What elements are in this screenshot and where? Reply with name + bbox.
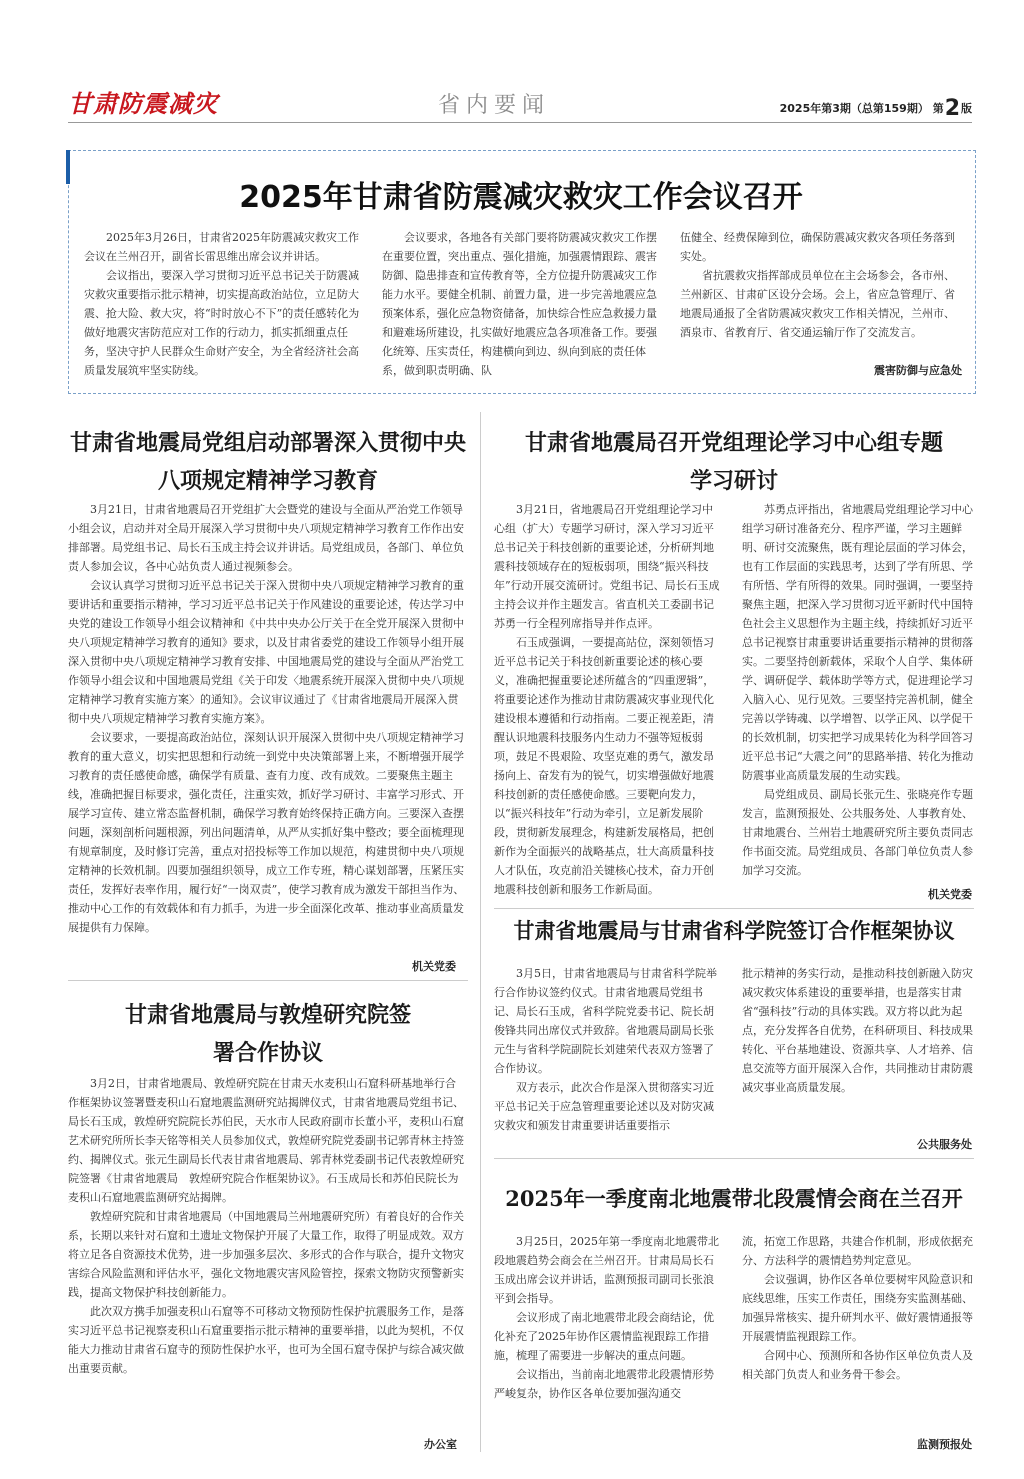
article-divider <box>494 908 974 909</box>
article-paragraph: 会议认真学习贯彻习近平总书记关于深入贯彻中央八项规定精神学习教育的重要讲话和重要指示精神，学习习近平总书记关于作风建设的重要论述，传达学习中央党的建设工作领导小组会议精神和《中共中央办公厅关于在全党开展深入贯彻中央八项规定精神学习教育的通知》要求，以及甘肃省委党的建设工作领导小组开展深入贯彻中央八项规定精神学习教育安排、中国地震局党的建设与全面从严治党工作领导小组会议和中国地震局党组《关于印发〈地震系统开展深入贯彻中央八项规定精神学习教育实施方案〉的通知》。会议审议通过了《甘肃省地震局开展深入贯彻中央八项规定精神学习教育实施方案》。 <box>68 579 464 725</box>
section-title: 省内要闻 <box>438 93 551 118</box>
article-5-column-a <box>494 1232 722 1403</box>
article-5-author: 监测预报处 <box>917 1438 972 1451</box>
lead-author: 震害防御与应急处 <box>874 364 962 377</box>
article-paragraph: 局党组成员、副局长张元生、张晓亮作专题发言，监测预报处、公共服务处、人事教育处、甘肃地震台、兰州岩土地震研究所主要负责同志作书面交流。局党组成员、各部门单位负责人参加学习交流。 <box>742 788 973 877</box>
article-3-title: 甘肃省地震局召开党组理论学习中心组专题学习研讨 <box>524 430 943 494</box>
page-suffix: 版 <box>961 102 972 115</box>
article-1-title: 甘肃省地震局党组启动部署深入贯彻中央八项规定精神学习教育 <box>69 430 466 494</box>
article-paragraph: 合网中心、预测所和各协作区单位负责人及相关部门负责人和业务骨干参会。 <box>742 1349 973 1381</box>
lead-column-2 <box>382 228 662 380</box>
article-4-column-a <box>494 964 722 1135</box>
article-divider <box>68 980 468 981</box>
lead-headline: 2025年甘肃省防震减灾救灾工作会议召开 <box>239 180 803 215</box>
article-paragraph: 3月21日，甘肃省地震局召开党组扩大会暨党的建设与全面从严治党工作领导小组会议，启动并对全局开展深入学习贯彻中央八项规定精神学习教育工作作出安排部署。局党组书记、局长石玉成主持会议并讲话。局党组成员，各部门、单位负责人参加会议，各中心站负责人通过视频参会。 <box>68 503 464 573</box>
column-divider <box>480 412 481 1452</box>
article-4-author: 公共服务处 <box>917 1138 972 1151</box>
article-2-author: 办公室 <box>424 1438 457 1451</box>
article-3-author: 机关党委 <box>928 888 972 901</box>
article-1-author: 机关党委 <box>412 960 456 973</box>
lead-paragraph: 2025年3月26日，甘肃省2025年防震减灾救灾工作会议在兰州召开，副省长雷思维出席会议并讲话。 <box>84 231 359 263</box>
article-5-title: 2025年一季度南北地震带北段震情会商在兰召开 <box>505 1186 963 1211</box>
article-paragraph: 3月21日，省地震局召开党组理论学习中心组（扩大）专题学习研讨，深入学习习近平总书记关于科技创新的重要论述，分析研判地震科技领域存在的短板弱项，围绕“振兴科技年”行动开展交流研讨。党组书记、局长石玉成主持会议并作主题发言。省直机关工委副书记苏勇一行全程列席指导并作点评。 <box>494 503 720 630</box>
article-5-column-b <box>742 1232 974 1384</box>
article-paragraph: 会议要求，一要提高政治站位，深刻认识开展深入贯彻中央八项规定精神学习教育的重大意义，切实把思想和行动统一到党中央决策部署上来，不断增强开展学习教育的责任感使命感，确保学有质量、查有力度、改有成效。二要聚焦主题主线，准确把握目标要求，强化责任，注重实效，抓好学习研讨、丰富学习形式、开展学习宣传、建立常态监督机制，确保学习教育始终保持正确方向。三要深入查摆问题，深刻剖析问题根源，列出问题清单，从严从实抓好集中整改；要全面梳理现有规章制度，及时修订完善，重点对招投标等工作加以规范，构建贯彻中央八项规定精神的长效机制。四要加强组织领导，成立工作专班，精心谋划部署，压紧压实责任，发挥好表率作用，履行好“一岗双责”，使学习教育成为激发干部担当作为、推动中心工作的有效载体和有力抓手，为进一步全面深化改革、推动事业高质量发展提供有力保障。 <box>68 731 465 934</box>
article-paragraph: 会议强调，协作区各单位要树牢风险意识和底线思维，压实工作责任，围绕夯实监测基础、加强异常核实、提升研判水平、做好震情通报等开展震情监视跟踪工作。 <box>742 1273 973 1343</box>
lead-column-1 <box>84 228 364 380</box>
article-paragraph: 双方表示，此次合作是深入贯彻落实习近平总书记关于应急管理重要论述以及对防灾减灾救灾和颁发甘肃重要讲话重要指示 <box>494 1081 714 1132</box>
article-paragraph: 石玉成强调，一要提高站位，深刻领悟习近平总书记关于科技创新重要论述的核心要义，准确把握重要论述所蕴含的“四重逻辑”，将重要论述作为推动甘肃防震减灾事业现代化建设根本遵循和行动指南。二要正视差距，清醒认识地震科技服务内生动力不强等短板弱项，鼓足不畏艰险、攻坚克难的勇气，激发昂扬向上、奋发有为的锐气，切实增强做好地震科技创新的责任感使命感。三要靶向发力，以“振兴科技年”行动为牵引，立足新发展阶段，贯彻新发展理念，构建新发展格局，把创新作为全面振兴的战略基点，壮大高质量科技人才队伍，攻克前沿关键核心技术，奋力开创地震科技创新和服务工作新局面。 <box>494 636 715 896</box>
article-paragraph: 此次双方携手加强麦积山石窟等不可移动文物预防性保护抗震服务工作，是落实习近平总书记视察麦积山石窟重要指示批示精神的重要举措，以此为契机，不仅能大力推动甘肃省石窟寺的预防性保护水平，也可为全国石窟寺保护与综合减灾做出重要贡献。 <box>68 1305 464 1375</box>
article-paragraph: 3月2日，甘肃省地震局、敦煌研究院在甘肃天水麦积山石窟科研基地举行合作框架协议签署暨麦积山石窟地震监测研究站揭牌仪式，甘肃省地震局党组书记、局长石玉成，敦煌研究院院长苏伯民，天水市人民政府副市长董小平，麦积山石窟艺术研究所所长李天铭等相关人员参加仪式，敦煌研究院党委副书记郭青林主持签约、揭牌仪式。张元生副局长代表甘肃省地震局、郭青林党委副书记代表敦煌研究院签署《甘肃省地震局 敦煌研究院合作框架协议》。石玉成局长和苏伯民院长为麦积山石窟地震监测研究站揭牌。 <box>68 1077 464 1204</box>
article-paragraph: 流，拓宽工作思路，共建合作机制，形成依据充分、方法科学的震情趋势判定意见。 <box>742 1235 973 1267</box>
article-4-column-b <box>742 964 974 1097</box>
article-paragraph: 敦煌研究院和甘肃省地震局（中国地震局兰州地震研究所）有着良好的合作关系，长期以来针对石窟和土遗址文物保护开展了大量工作，取得了明显成效。双方将立足各自资源技术优势，进一步加强多层次、多形式的合作与联合，提升文物灾害综合风险监测和评估水平，强化文物地震灾害风险管控，探索文物防灾预警新实践，提高文物保护科技创新能力。 <box>68 1210 464 1299</box>
article-paragraph: 批示精神的务实行动，是推动科技创新融入防灾减灾救灾体系建设的重要举措，也是落实甘肃省“强科技”行动的具体实践。双方将以此为起点，充分发挥各自优势，在科研项目、科技成果转化、平台基地建设、资源共享、人才培养、信息交流等方面开展深入合作，共同推动甘肃防震减灾事业高质量发展。 <box>742 967 973 1094</box>
article-3-column-a <box>494 500 722 899</box>
header-rule <box>68 122 972 123</box>
article-divider <box>494 1158 974 1159</box>
lead-paragraph: 会议指出，要深入学习贯彻习近平总书记关于防震减灾救灾重要指示批示精神，切实提高政治站位，立足防大震、抢大险、救大灾，将“时时放心不下”的责任感转化为做好地震灾害防范应对工作的行动力，抓实抓细重点任务，坚决守护人民群众生命财产安全，为全省经济社会高质量发展筑牢坚实防线。 <box>84 269 360 377</box>
lead-paragraph: 伍健全、经费保障到位，确保防震减灾救灾各项任务落到实处。 <box>680 231 955 263</box>
article-paragraph: 3月5日，甘肃省地震局与甘肃省科学院举行合作协议签约仪式。甘肃省地震局党组书记、局长石玉成，省科学院党委书记、院长胡俊锋共同出席仪式并致辞。省地震局副局长张元生与省科学院副院长刘建荣代表双方签署了合作协议。 <box>494 967 717 1075</box>
issue-info <box>780 96 972 121</box>
article-paragraph: 3月25日，2025年第一季度南北地震带北段地震趋势会商会在兰州召开。甘肃局局长石玉成出席会议并讲话，监测预报司副司长张浪平到会指导。 <box>494 1235 719 1305</box>
issue-label: 2025年第3期（总第159期） <box>779 102 929 115</box>
masthead-logo: 甘肃防震减灾 <box>68 89 218 118</box>
article-4-title: 甘肃省地震局与甘肃省科学院签订合作框架协议 <box>513 918 955 943</box>
article-2-title: 甘肃省地震局与敦煌研究院签署合作协议 <box>124 1002 411 1066</box>
article-paragraph: 苏勇点评指出，省地震局党组理论学习中心组学习研讨准备充分、程序严谨，学习主题鲜明、研讨交流聚焦，既有理论层面的学习体会，也有工作层面的实践思考，达到了学有所思、学有所悟、学有所得的效果。同时强调，一要坚持聚焦主题，把深入学习贯彻习近平新时代中国特色社会主义思想作为主题主线，持续抓好习近平总书记视察甘肃重要讲话重要指示精神的贯彻落实。二要坚持创新载体，采取个人自学、集体研学、调研促学、载体助学等方式，促进理论学习入脑入心、见行见效。三要坚持完善机制，健全完善以学铸魂、以学增智、以学正风、以学促干的长效机制，切实把学习成果转化为科学回答习近平总书记“大震之问”的思路举措、转化为推动防震事业高质量发展的生动实践。 <box>742 503 974 782</box>
article-paragraph: 会议形成了南北地震带北段会商结论，优化补充了2025年协作区震情监视跟踪工作措施，梳理了需要进一步解决的重点问题。 <box>494 1311 714 1362</box>
page-number: 2 <box>944 96 960 121</box>
article-1-body <box>68 500 466 937</box>
lead-column-3 <box>680 228 960 342</box>
article-3-column-b <box>742 500 974 880</box>
article-2-body <box>68 1074 466 1378</box>
page-prefix: 第 <box>932 102 944 115</box>
lead-paragraph: 会议要求，各地各有关部门要将防震减灾救灾工作摆在重要位置，突出重点、强化措施，加强震情跟踪、震害防御、隐患排查和宣传教育等，全方位提升防震减灾工作能力水平。要健全机制、前置力量，进一步完善地震应急预案体系，强化应急物资储备，加快综合性应急救援力量和避难场所建设，扎实做好地震应急各项准备工作。要强化统筹、压实责任，构建横向到边、纵向到底的责任体系，做到职责明确、队 <box>382 231 657 377</box>
article-paragraph: 会议指出，当前南北地震带北段震情形势严峻复杂，协作区各单位要加强沟通交 <box>494 1368 714 1400</box>
lead-paragraph: 省抗震救灾指挥部成员单位在主会场参会，各市州、兰州新区、甘肃矿区设分会场。会上，省应急管理厅、省地震局通报了全省防震减灾救灾工作相关情况，兰州市、酒泉市、省教育厅、省交通运输厅作了交流发言。 <box>680 269 955 339</box>
